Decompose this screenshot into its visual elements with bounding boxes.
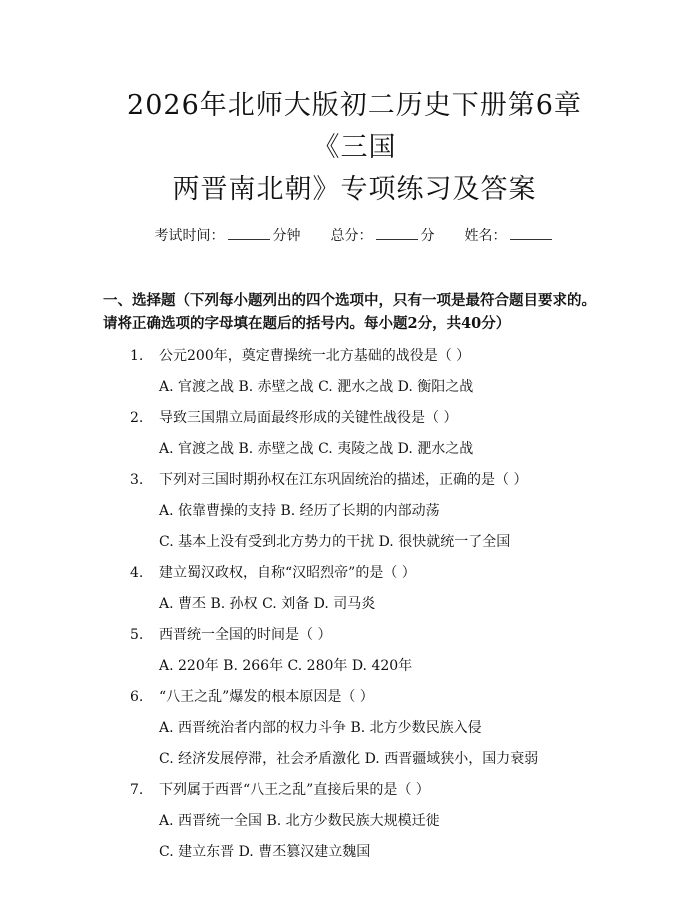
question-stem: 导致三国鼎立局面最终形成的关键性战役是（ ） — [159, 410, 458, 426]
question-options: A. 西晋统一全国 B. 北方少数民族大规模迁徙 — [159, 813, 440, 829]
title-line-2: 两晋南北朝》专项练习及答案 — [172, 174, 537, 205]
question-stem-row — [103, 562, 606, 584]
question-stem: 下列对三国时期孙权在江东巩固统治的描述，正确的是（ ） — [159, 472, 528, 488]
question-item — [103, 345, 606, 398]
question-stem-row — [103, 686, 606, 708]
name-blank[interactable] — [510, 225, 552, 240]
score-label: 总分： — [330, 228, 373, 244]
score-field — [331, 225, 435, 246]
question-stem-row — [103, 407, 606, 429]
question-options: C. 基本上没有受到北方势力的干扰 D. 很快就统一了全国 — [159, 534, 511, 550]
question-options: A. 官渡之战 B. 赤壁之战 C. 夷陵之战 D. 淝水之战 — [159, 441, 474, 457]
question-item — [103, 562, 606, 615]
time-blank[interactable] — [228, 225, 270, 240]
question-options: C. 经济发展停滞，社会矛盾激化 D. 西晋疆域狭小，国力衰弱 — [159, 751, 539, 767]
question-number: 7. — [130, 782, 144, 798]
question-item — [103, 624, 606, 677]
time-label: 考试时间： — [154, 228, 225, 244]
question-number: 1. — [130, 348, 144, 364]
question-number: 6. — [130, 689, 144, 705]
question-options: A. 官渡之战 B. 赤壁之战 C. 淝水之战 D. 衡阳之战 — [159, 379, 474, 395]
question-stem-row — [103, 469, 606, 491]
name-field — [465, 225, 555, 246]
question-item — [103, 407, 606, 460]
question-number: 5. — [130, 627, 144, 643]
score-blank[interactable] — [376, 225, 418, 240]
question-item — [103, 779, 606, 863]
question-number: 4. — [130, 565, 144, 581]
time-unit: 分钟 — [272, 228, 301, 244]
question-stem: 西晋统一全国的时间是（ ） — [159, 627, 332, 643]
question-stem-row — [103, 779, 606, 801]
question-number: 3. — [130, 472, 144, 488]
exam-title — [103, 0, 606, 211]
question-number: 2. — [130, 410, 144, 426]
question-stem: 建立蜀汉政权，自称“汉昭烈帝”的是（ ） — [159, 565, 416, 581]
question-options: A. 曹丕 B. 孙权 C. 刘备 D. 司马炎 — [159, 596, 376, 612]
question-list — [103, 345, 606, 863]
question-stem: 下列属于西晋“八王之乱”直接后果的是（ ） — [159, 782, 430, 798]
title-line-1: 2026年北师大版初二历史下册第6章《三国 — [127, 90, 582, 163]
question-options: A. 西晋统治者内部的权力斗争 B. 北方少数民族入侵 — [159, 720, 482, 736]
question-stem: 公元200年，奠定曹操统一北方基础的战役是（ ） — [159, 348, 471, 364]
question-stem-row — [103, 345, 606, 367]
question-options: A. 依靠曹操的支持 B. 经历了长期的内部动荡 — [159, 503, 440, 519]
name-label: 姓名： — [464, 228, 507, 244]
score-unit: 分 — [420, 228, 435, 244]
question-item — [103, 686, 606, 770]
time-field — [155, 225, 301, 246]
question-item — [103, 469, 606, 553]
question-options: C. 建立东晋 D. 曹丕篡汉建立魏国 — [159, 844, 371, 860]
question-options: A. 220年 B. 266年 C. 280年 D. 420年 — [159, 658, 413, 674]
exam-meta — [103, 225, 606, 246]
question-stem-row — [103, 624, 606, 646]
section-heading: 一、选择题（下列每小题列出的四个选项中，只有一项是最符合题目要求的。请将正确选项的字母填在题后的括号内。每小题2分，共40分） — [103, 292, 596, 332]
question-stem: “八王之乱”爆发的根本原因是（ ） — [159, 689, 374, 705]
